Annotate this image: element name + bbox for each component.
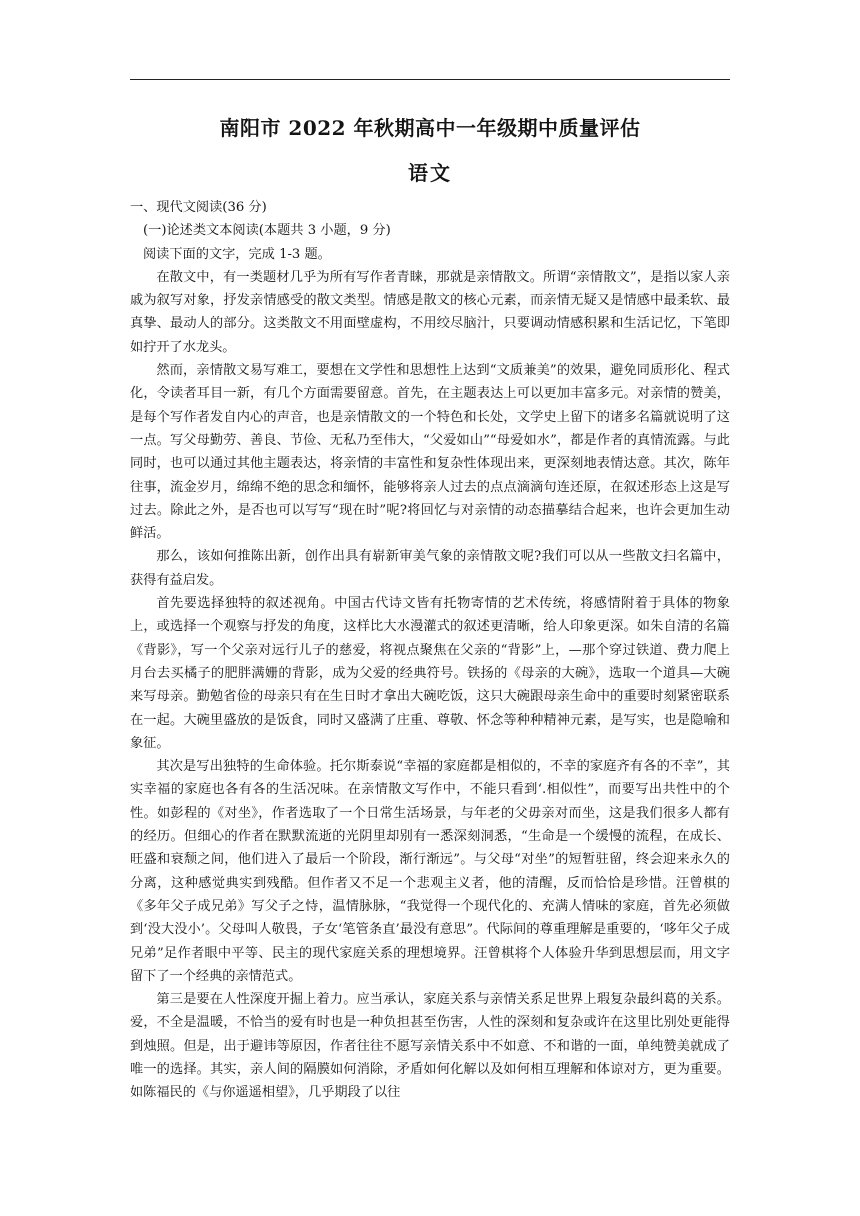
paragraph: 在散文中，有一类题材几乎为所有写作者青睐，那就是亲情散文。所谓“亲情散文”，是指以家人亲戚为叙写对象，抒发亲情感受的散文类型。情感是散文的核心元素，而亲情无疑又是情感中最柔软、最真挚、最动人的部分。这类散文不用面壁虚构，不用绞尽脑汁，只要调动情感积累和生活记忆，下笔即如拧开了水龙头。 [130, 269, 730, 355]
paragraph: 那么，该如何推陈出新，创作出具有崭新审美气象的亲情散文呢?我们可以从一些散文扫名篇中，获得有益启发。 [130, 549, 730, 588]
paragraph: 首先要选择独特的叙述视角。中国古代诗文皆有托物寄情的艺术传统，将感情附着于具体的物象上，或选择一个观察与抒发的角度，这样比大水漫灌式的叙述更清晰，给人印象更深。如朱自清的名篇《背影》，写一个父亲对远行儿子的慈爱，将视点聚焦在父亲的“背影”上，—那个穿过铁道、费力爬上月台去买橘子的肥胖满姗的背影，成为父爱的经典符号。铁扬的《母亲的大碗》，选取一个道具—大碗来写母亲。勤勉省俭的母亲只有在生日时才拿出大碗吃饭，这只大碗跟母亲生命中的重要时刻紧密联系在一起。大碗里盛放的是饭食，同时又盛满了庄重、尊敬、怀念等种种精神元素，是写实，也是隐喻和象征。 [130, 596, 730, 751]
section-heading: 一、现代文阅读(36 分) [130, 200, 267, 215]
paragraph: 其次是写出独特的生命体验。托尔斯泰说“幸福的家庭都是相似的，不幸的家庭齐有各的不幸”，其实幸福的家庭也各有各的生活况味。在亲情散文写作中，不能只看到‘.相似性”，而要写出共性中的个性。如彭程的《对坐》，作者选取了一个日常生活场景，与年老的父毋亲对而坐，这是我们很多人都有的经历。但细心的作者在默默流逝的光阴里却别有一悉深刻洞悉，“生命是一个缓慢的流程，在成长、旺盛和衰颓之间，他们进入了最后一个阶段，渐行渐远”。与父母“对坐”的短暂驻留，终会迎来永久的分离，这种感觉典实到残酷。但作者又不足一个悲观主义者，他的清醒，反而恰恰是珍惜。汪曾棋的《多年父子成兄弟》写父子之恃，温情脉脉，“我觉得一个现代化的、充满人情味的家庭，首先必须做到‘没大没小’。父母叫人敬畏，子女‘笔管条直’最没有意思”。代际间的尊重理解是重要的，‘哆年父子成兄弟”足作者眼中平等、民主的现代家庭关系的理想境界。汪曾棋将个人体验升华到思想层而，用文字留下了一个经典的亲情范式。 [130, 759, 730, 984]
subject-title: 语文 [408, 161, 452, 185]
exam-title: 南阳市 2022 年秋期高中一年级期中质量评估 [219, 116, 641, 140]
document-body [130, 196, 730, 1105]
header-rule [130, 79, 730, 80]
paragraph: 然而，亲情散文易写难工，要想在文学性和思想性上达到“文质兼美”的效果，避免同质形化、程式化，令读者耳目一新，有几个方面需要留意。首先，在主题表达上可以更加丰富多元。对亲情的赞美，是每个写作者发自内心的声音，也是亲情散文的一个特色和长处，文学史上留下的诸多名篇就说明了这一点。写父母勤劳、善良、节俭、无私乃至伟大，“父爱如山”“母爱如水”，都是作者的真情流露。与此同时，也可以通过其他主题表达，将亲情的丰富性和复杂性体现出来，更深刻地表情达意。其次，陈年往事，流金岁月，绵绵不绝的思念和缅怀，能够将亲人过去的点点滴滴句连还原，在叙述形态上这是写过去。除此之外，是否也可以写写“现在时”呢?将回忆与对亲情的动态描摹结合起来，也许会更加生动鲜活。 [130, 363, 730, 542]
reading-instruction: 阅读下面的文字，完成 1-3 题。 [143, 246, 331, 262]
subsection-heading: (一)论述类文本阅读(本题共 3 小题，9 分) [143, 223, 391, 239]
paragraph: 第三是要在人性深度开掘上着力。应当承认，家庭关系与亲情关系足世界上瑕复杂最纠葛的关系。爱，不全是温暖，不恰当的爱有时也是一种负担甚至伤害，人性的深刻和复杂或许在这里比别处更能得到烛照。但是，出于避讳等原因，作者往往不愿写亲情关系中不如意、不和谐的一面，单纯赞美就成了唯一的选择。其实，亲人间的隔膜如何消除，矛盾如何化解以及如何相互理解和体谅对方，更为重要。如陈福民的《与你遥遥相望》，几乎期段了以往 [130, 992, 730, 1101]
